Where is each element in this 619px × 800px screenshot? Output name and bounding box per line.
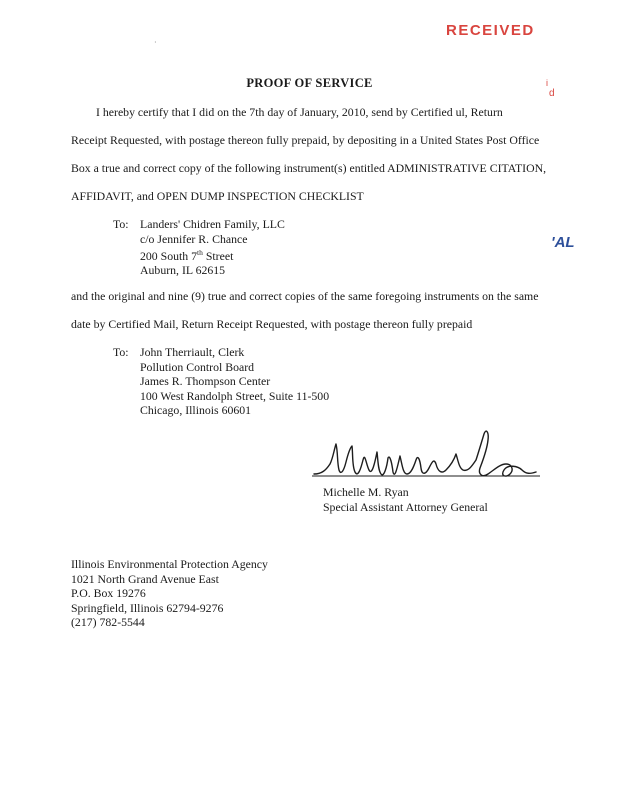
agency-line: Springfield, Illinois 62794-9276 [71, 600, 224, 615]
received-stamp: RECEIVED [446, 22, 535, 39]
agency-line: P.O. Box 19276 [71, 586, 146, 600]
recipient-address [140, 217, 285, 278]
recipient-attn: c/o Jennifer R. Chance [140, 231, 248, 246]
stamp-fragment: i [546, 78, 548, 88]
recipient-city: Auburn, IL 62615 [140, 263, 226, 278]
agency-line: (217) 782-5544 [71, 615, 145, 629]
to-label: To: [113, 345, 129, 359]
body-line: AFFIDAVIT, and OPEN DUMP INSPECTION CHECKLIST [71, 189, 364, 203]
signature-block [323, 485, 488, 514]
agency-address [71, 557, 268, 630]
handwritten-signature [308, 424, 548, 488]
address-line: 100 West Randolph Street, Suite 11-500 [140, 388, 330, 403]
stamp-fragment: d [549, 88, 555, 99]
address-line: John Therriault, Clerk [140, 345, 245, 359]
agency-line: Illinois Environmental Protection Agency [71, 557, 268, 571]
body-line: Receipt Requested, with postage thereon fully prepaid, by depositing in a United States Post Office [71, 133, 540, 147]
to-label: To: [113, 217, 129, 231]
signer-title: Special Assistant Attorney General [323, 499, 488, 514]
street-ordinal: th [197, 248, 203, 257]
street-number: 200 South 7 [140, 248, 198, 263]
recipient-name: Landers' Chidren Family, LLC [140, 217, 285, 231]
body-line: and the original and nine (9) true and correct copies of the same foregoing instruments on the same [71, 289, 539, 303]
scan-speck: · [154, 38, 157, 47]
street-name: Street [202, 248, 234, 263]
clerk-address [140, 345, 329, 418]
stamp-fragment: 'AL [551, 234, 575, 251]
recipient-street [140, 246, 285, 263]
body-line: I hereby certify that I did on the 7th day of January, 2010, send by Certified ul, Return [96, 105, 503, 119]
signer-name: Michelle M. Ryan [323, 485, 409, 499]
address-line: James R. Thompson Center [140, 374, 271, 388]
body-line: date by Certified Mail, Return Receipt Requested, with postage thereon fully prepaid [71, 317, 473, 331]
body-line: Box a true and correct copy of the following instrument(s) entitled ADMINISTRATIVE CITATION, [71, 161, 547, 175]
address-line: Chicago, Illinois 60601 [140, 403, 252, 417]
agency-line: 1021 North Grand Avenue East [71, 571, 219, 586]
address-line: Pollution Control Board [140, 359, 255, 374]
page-title: PROOF OF SERVICE [246, 76, 373, 90]
